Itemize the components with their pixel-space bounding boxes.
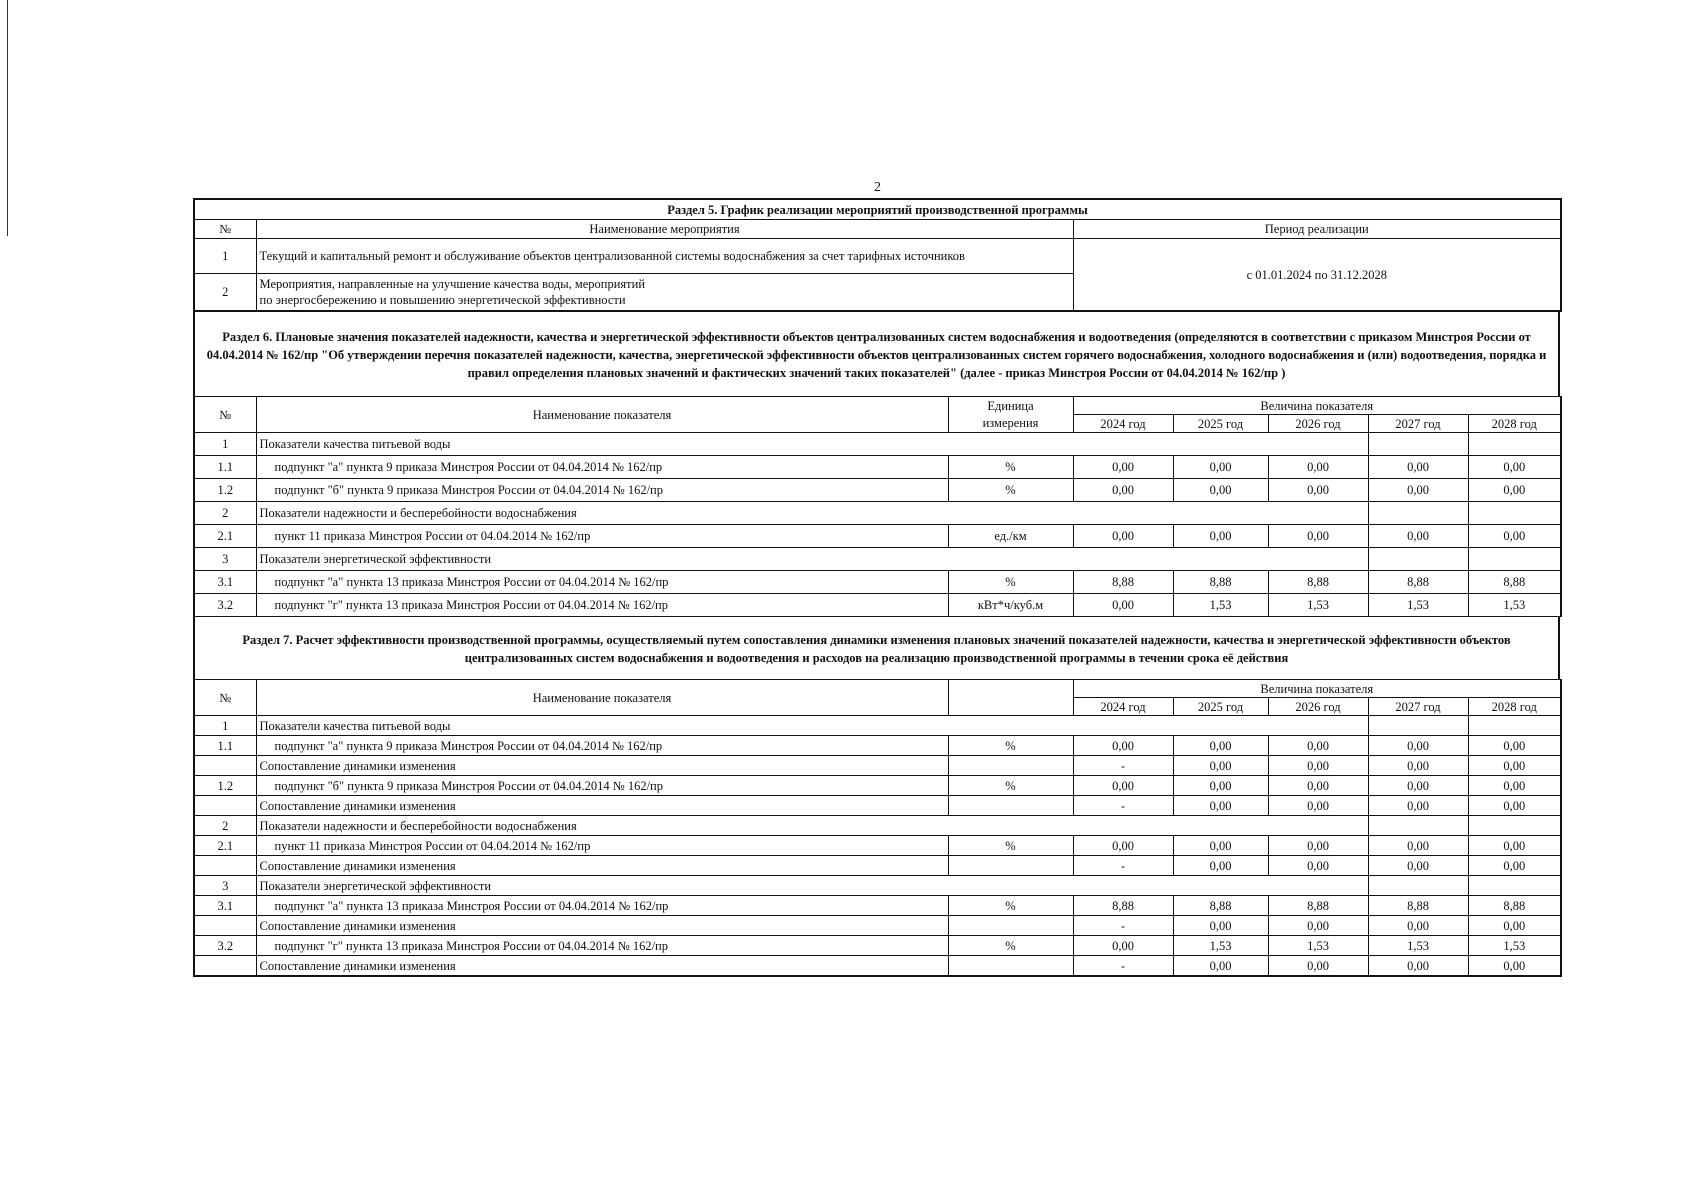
table-row <box>194 594 1561 617</box>
value-cell: 0,00 <box>1368 479 1468 502</box>
section7-header-year: 2027 год <box>1368 698 1468 716</box>
indicator-name: Сопоставление динамики изменения <box>256 796 948 816</box>
section5-period-value: с 01.01.2024 по 31.12.2028 <box>1073 239 1561 312</box>
unit-cell: % <box>948 456 1073 479</box>
value-cell: 8,88 <box>1173 571 1268 594</box>
row-number: 3 <box>194 876 256 896</box>
row-number: 1 <box>194 433 256 456</box>
row-number: 1.2 <box>194 479 256 502</box>
value-cell: 0,00 <box>1368 956 1468 977</box>
value-cell: 8,88 <box>1368 571 1468 594</box>
value-cell: 0,00 <box>1268 836 1368 856</box>
table-row <box>194 816 1561 836</box>
section6-header-name: Наименование показателя <box>256 397 948 433</box>
section5-header-name: Наименование мероприятия <box>256 220 1073 239</box>
document-sheet <box>193 198 1560 977</box>
value-cell: 0,00 <box>1268 796 1368 816</box>
row-number: 2.1 <box>194 836 256 856</box>
section6-table <box>193 396 1562 617</box>
row-number: 2 <box>194 816 256 836</box>
value-cell: - <box>1073 916 1173 936</box>
scan-edge-mark <box>7 0 8 236</box>
value-cell: 0,00 <box>1468 525 1561 548</box>
value-cell: 0,00 <box>1173 856 1268 876</box>
row-number: 3.2 <box>194 594 256 617</box>
unit-cell <box>948 756 1073 776</box>
page-number: 2 <box>874 180 881 195</box>
unit-cell <box>948 916 1073 936</box>
value-cell: 1,53 <box>1268 936 1368 956</box>
value-cell: 0,00 <box>1468 776 1561 796</box>
value-cell: 1,53 <box>1368 936 1468 956</box>
section6-header-value: Величина показателя <box>1073 397 1561 415</box>
value-cell: 1,53 <box>1368 594 1468 617</box>
section7-header-year: 2028 год <box>1468 698 1561 716</box>
table-row <box>194 876 1561 896</box>
indicator-name: Сопоставление динамики изменения <box>256 856 948 876</box>
value-cell: 8,88 <box>1468 571 1561 594</box>
value-cell: 0,00 <box>1268 856 1368 876</box>
value-cell: 0,00 <box>1468 836 1561 856</box>
value-cell: 0,00 <box>1268 525 1368 548</box>
section6-header-year: 2025 год <box>1173 415 1268 433</box>
section5-header-num: № <box>194 220 256 239</box>
value-cell: 0,00 <box>1173 479 1268 502</box>
value-cell: 0,00 <box>1268 736 1368 756</box>
empty-cell <box>1468 876 1561 896</box>
section7-header-num: № <box>194 680 256 716</box>
value-cell: 0,00 <box>1468 856 1561 876</box>
table-row <box>194 936 1561 956</box>
unit-cell: % <box>948 776 1073 796</box>
value-cell: 0,00 <box>1268 776 1368 796</box>
row-number: 3.1 <box>194 896 256 916</box>
value-cell: 0,00 <box>1468 456 1561 479</box>
value-cell: 1,53 <box>1268 594 1368 617</box>
value-cell: 0,00 <box>1073 479 1173 502</box>
value-cell: 1,53 <box>1173 936 1268 956</box>
value-cell: 0,00 <box>1368 776 1468 796</box>
empty-cell <box>1368 716 1468 736</box>
table-row <box>194 796 1561 816</box>
section5-row-name-line2: по энергосбережению и повышению энергетической эффективности <box>259 293 626 307</box>
unit-cell <box>948 956 1073 977</box>
row-number <box>194 796 256 816</box>
section7-header-unit <box>948 680 1073 716</box>
value-cell: - <box>1073 796 1173 816</box>
indicator-name: подпункт "а" пункта 13 приказа Минстроя России от 04.04.2014 № 162/пр <box>256 896 948 916</box>
value-cell: 0,00 <box>1368 916 1468 936</box>
table-row <box>194 776 1561 796</box>
section6-header-year: 2026 год <box>1268 415 1368 433</box>
value-cell: - <box>1073 756 1173 776</box>
value-cell: 0,00 <box>1368 836 1468 856</box>
row-number <box>194 916 256 936</box>
value-cell: 8,88 <box>1268 571 1368 594</box>
value-cell: 0,00 <box>1073 776 1173 796</box>
unit-cell <box>948 796 1073 816</box>
row-number: 1 <box>194 716 256 736</box>
indicator-name: Сопоставление динамики изменения <box>256 956 948 977</box>
section6-header-year: 2024 год <box>1073 415 1173 433</box>
section5-row-num: 1 <box>194 239 256 274</box>
section7-header-year: 2024 год <box>1073 698 1173 716</box>
value-cell: 8,88 <box>1073 896 1173 916</box>
value-cell: 0,00 <box>1173 796 1268 816</box>
value-cell: 0,00 <box>1073 836 1173 856</box>
value-cell: 0,00 <box>1173 525 1268 548</box>
row-number <box>194 756 256 776</box>
value-cell: 0,00 <box>1368 736 1468 756</box>
empty-cell <box>1368 433 1468 456</box>
row-number: 2 <box>194 502 256 525</box>
table-row <box>194 836 1561 856</box>
value-cell: 0,00 <box>1468 479 1561 502</box>
empty-cell <box>1468 433 1561 456</box>
row-number: 1.1 <box>194 736 256 756</box>
value-cell: 0,00 <box>1368 756 1468 776</box>
row-number: 3.1 <box>194 571 256 594</box>
table-row <box>194 756 1561 776</box>
indicator-name: подпункт "б" пункта 9 приказа Минстроя России от 04.04.2014 № 162/пр <box>256 479 948 502</box>
value-cell: 0,00 <box>1468 756 1561 776</box>
value-cell: 1,53 <box>1468 936 1561 956</box>
unit-cell: ед./км <box>948 525 1073 548</box>
value-cell: 0,00 <box>1073 936 1173 956</box>
section5-row-name <box>256 274 1073 312</box>
value-cell: 0,00 <box>1468 916 1561 936</box>
value-cell: 0,00 <box>1368 525 1468 548</box>
section5-title: Раздел 5. График реализации мероприятий производственной программы <box>194 199 1561 220</box>
value-cell: - <box>1073 956 1173 977</box>
section6-title: Раздел 6. Плановые значения показателей надежности, качества и энергетической эффективности объектов централизованных систем водоснабжения и водоотведения (определяются в соответствии с приказом Минстроя России от 04.04.2014 № 162/пр "Об утверждении перечня показателей надежности, качества, энергетической эффективности объектов централизованных систем горячего водоснабжения, холодного водоснабжения и (или) водоотведения, порядка и правил определения плановых значений и фактических значений таких показателей" (далее - приказ Минстроя России от 04.04.2014 № 162/пр ) <box>193 312 1560 396</box>
row-number: 3 <box>194 548 256 571</box>
indicator-name: пункт 11 приказа Минстроя России от 04.04.2014 № 162/пр <box>256 525 948 548</box>
value-cell: 1,53 <box>1173 594 1268 617</box>
table-row <box>194 956 1561 977</box>
table-row <box>194 571 1561 594</box>
table-row <box>194 456 1561 479</box>
empty-cell <box>1468 716 1561 736</box>
group-heading: Показатели качества питьевой воды <box>256 433 1368 456</box>
value-cell: 0,00 <box>1368 796 1468 816</box>
unit-cell: % <box>948 836 1073 856</box>
section6-header-year: 2027 год <box>1368 415 1468 433</box>
row-number: 2.1 <box>194 525 256 548</box>
indicator-name: подпункт "а" пункта 13 приказа Минстроя России от 04.04.2014 № 162/пр <box>256 571 948 594</box>
value-cell: 8,88 <box>1368 896 1468 916</box>
group-heading: Показатели надежности и бесперебойности водоснабжения <box>256 502 1368 525</box>
section7-header-year: 2026 год <box>1268 698 1368 716</box>
section7-table <box>193 679 1562 977</box>
value-cell: - <box>1073 856 1173 876</box>
empty-cell <box>1468 548 1561 571</box>
row-number: 1.1 <box>194 456 256 479</box>
table-row <box>194 856 1561 876</box>
value-cell: 0,00 <box>1368 456 1468 479</box>
value-cell: 8,88 <box>1173 896 1268 916</box>
table-row <box>194 736 1561 756</box>
value-cell: 0,00 <box>1173 916 1268 936</box>
value-cell: 8,88 <box>1073 571 1173 594</box>
unit-cell <box>948 856 1073 876</box>
value-cell: 0,00 <box>1268 956 1368 977</box>
value-cell: 8,88 <box>1468 896 1561 916</box>
value-cell: 0,00 <box>1173 776 1268 796</box>
value-cell: 0,00 <box>1073 456 1173 479</box>
table-row <box>194 916 1561 936</box>
section5-row-num: 2 <box>194 274 256 312</box>
unit-cell: кВт*ч/куб.м <box>948 594 1073 617</box>
indicator-name: Сопоставление динамики изменения <box>256 756 948 776</box>
section7-header-year: 2025 год <box>1173 698 1268 716</box>
value-cell: 0,00 <box>1468 736 1561 756</box>
section5-row-name-line1: Мероприятия, направленные на улучшение качества воды, мероприятий <box>259 277 646 291</box>
group-heading: Показатели надежности и бесперебойности водоснабжения <box>256 816 1368 836</box>
indicator-name: подпункт "г" пункта 13 приказа Минстроя России от 04.04.2014 № 162/пр <box>256 936 948 956</box>
indicator-name: подпункт "а" пункта 9 приказа Минстроя России от 04.04.2014 № 162/пр <box>256 736 948 756</box>
value-cell: 0,00 <box>1073 736 1173 756</box>
value-cell: 0,00 <box>1173 456 1268 479</box>
group-heading: Показатели энергетической эффективности <box>256 548 1368 571</box>
value-cell: 0,00 <box>1268 756 1368 776</box>
section7-header-name: Наименование показателя <box>256 680 948 716</box>
indicator-name: подпункт "а" пункта 9 приказа Минстроя России от 04.04.2014 № 162/пр <box>256 456 948 479</box>
empty-cell <box>1368 876 1468 896</box>
table-row <box>194 548 1561 571</box>
section6-header-unit-line1: Единица <box>948 397 1073 415</box>
table-row <box>194 502 1561 525</box>
empty-cell <box>1468 502 1561 525</box>
empty-cell <box>1368 502 1468 525</box>
table-row <box>194 716 1561 736</box>
section5-header-period: Период реализации <box>1073 220 1561 239</box>
section6-header-year: 2028 год <box>1468 415 1561 433</box>
section6-header-unit-line2: измерения <box>948 415 1073 433</box>
unit-cell: % <box>948 479 1073 502</box>
section5-table <box>193 198 1562 312</box>
indicator-name: подпункт "г" пункта 13 приказа Минстроя России от 04.04.2014 № 162/пр <box>256 594 948 617</box>
value-cell: 0,00 <box>1268 916 1368 936</box>
empty-cell <box>1468 816 1561 836</box>
indicator-name: пункт 11 приказа Минстроя России от 04.04.2014 № 162/пр <box>256 836 948 856</box>
value-cell: 0,00 <box>1173 736 1268 756</box>
value-cell: 0,00 <box>1268 479 1368 502</box>
group-heading: Показатели качества питьевой воды <box>256 716 1368 736</box>
unit-cell: % <box>948 736 1073 756</box>
unit-cell: % <box>948 896 1073 916</box>
table-row <box>194 479 1561 502</box>
section7-title: Раздел 7. Расчет эффективности производственной программы, осуществляемый путем сопоставления динамики изменения плановых значений показателей надежности, качества и энергетической эффективности объектов централизованных систем водоснабжения и водоотведения и расходов на реализацию производственной программы в течении срока её действия <box>193 617 1560 679</box>
row-number: 1.2 <box>194 776 256 796</box>
group-heading: Показатели энергетической эффективности <box>256 876 1368 896</box>
value-cell: 0,00 <box>1073 525 1173 548</box>
empty-cell <box>1368 548 1468 571</box>
table-row <box>194 433 1561 456</box>
value-cell: 1,53 <box>1468 594 1561 617</box>
value-cell: 0,00 <box>1073 594 1173 617</box>
table-row <box>194 525 1561 548</box>
indicator-name: Сопоставление динамики изменения <box>256 916 948 936</box>
value-cell: 0,00 <box>1468 956 1561 977</box>
value-cell: 0,00 <box>1173 756 1268 776</box>
unit-cell: % <box>948 936 1073 956</box>
value-cell: 0,00 <box>1173 956 1268 977</box>
value-cell: 8,88 <box>1268 896 1368 916</box>
section7-header-value: Величина показателя <box>1073 680 1561 698</box>
value-cell: 0,00 <box>1468 796 1561 816</box>
section6-header-num: № <box>194 397 256 433</box>
value-cell: 0,00 <box>1268 456 1368 479</box>
row-number <box>194 956 256 977</box>
table-row <box>194 896 1561 916</box>
indicator-name: подпункт "б" пункта 9 приказа Минстроя России от 04.04.2014 № 162/пр <box>256 776 948 796</box>
value-cell: 0,00 <box>1368 856 1468 876</box>
section5-row-name: Текущий и капитальный ремонт и обслуживание объектов централизованной системы водоснабжения за счет тарифных источников <box>256 239 1073 274</box>
unit-cell: % <box>948 571 1073 594</box>
row-number: 3.2 <box>194 936 256 956</box>
row-number <box>194 856 256 876</box>
value-cell: 0,00 <box>1173 836 1268 856</box>
empty-cell <box>1368 816 1468 836</box>
